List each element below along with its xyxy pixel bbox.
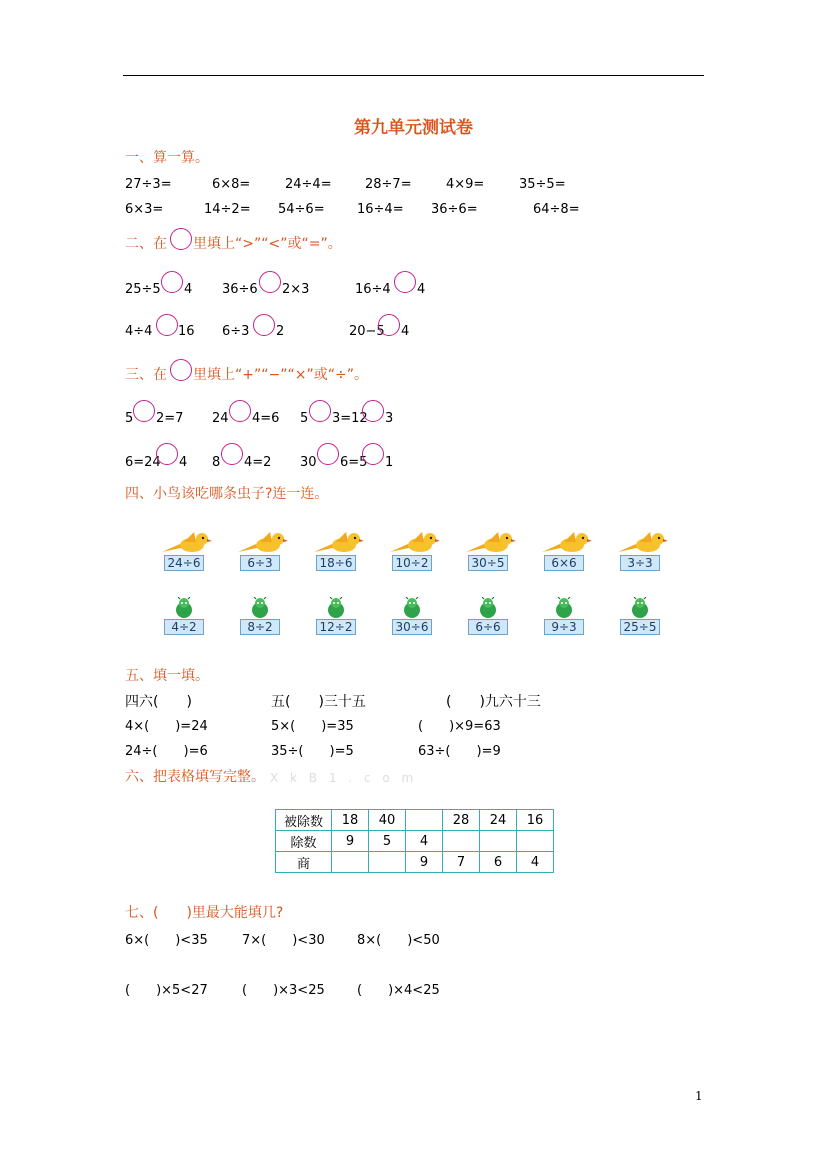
table-cell[interactable] (480, 831, 517, 852)
max-fill-item: ( )×5<27 (125, 983, 208, 998)
answer-circle[interactable] (221, 443, 243, 465)
section-3-heading-end: 里填上“+”“−”“×”或“÷”。 (193, 367, 368, 383)
bug-card[interactable]: 8÷2 (240, 619, 280, 635)
calc-item: 24÷4= (285, 177, 332, 192)
bug-card[interactable]: 12÷2 (316, 619, 356, 635)
operator-text: 6=24 (125, 455, 161, 470)
section-3-heading-start: 三、在 (125, 367, 167, 383)
bird-icon (388, 530, 440, 556)
table-cell[interactable]: 16 (517, 810, 554, 831)
table-cell[interactable] (332, 852, 369, 873)
calc-item: 36÷6= (431, 202, 478, 217)
table-row (276, 831, 554, 852)
top-rule (123, 75, 704, 76)
answer-circle[interactable] (156, 314, 178, 336)
fill-item: 24÷( )=6 (125, 744, 208, 759)
bug-card[interactable]: 6÷6 (468, 619, 508, 635)
bird-icon (540, 530, 592, 556)
bug-card[interactable]: 4÷2 (164, 619, 204, 635)
table-cell[interactable] (517, 831, 554, 852)
division-table (275, 809, 554, 873)
compare-right: 2 (276, 324, 285, 339)
table-cell[interactable]: 9 (406, 852, 443, 873)
table-cell[interactable]: 18 (332, 810, 369, 831)
compare-left: 25÷5 (125, 282, 161, 297)
table-cell[interactable]: 28 (443, 810, 480, 831)
table-row (276, 852, 554, 873)
compare-left: 16÷4 (355, 282, 391, 297)
calc-item: 16÷4= (357, 202, 404, 217)
calc-item: 6×8= (212, 177, 251, 192)
answer-circle[interactable] (362, 443, 384, 465)
operator-text: 4=2 (244, 455, 272, 470)
bug-card[interactable]: 9÷3 (544, 619, 584, 635)
bird-card[interactable]: 18÷6 (316, 555, 356, 571)
bird-card[interactable]: 24÷6 (164, 555, 204, 571)
row-header: 商 (276, 852, 332, 873)
answer-circle-icon (170, 359, 192, 381)
answer-circle[interactable] (156, 443, 178, 465)
bird-card[interactable]: 10÷2 (392, 555, 432, 571)
bug-icon (629, 597, 651, 619)
bird-icon (236, 530, 288, 556)
bug-icon (249, 597, 271, 619)
page-title: 第九单元测试卷 (354, 118, 473, 138)
table-cell[interactable]: 4 (517, 852, 554, 873)
max-fill-item: ( )×4<25 (357, 983, 440, 998)
operator-text: 4=6 (252, 411, 280, 426)
table-cell[interactable]: 9 (332, 831, 369, 852)
compare-left: 6÷3 (222, 324, 250, 339)
section-2-heading-start: 二、在 (125, 236, 167, 252)
bird-card[interactable]: 3÷3 (620, 555, 660, 571)
page-number: 1 (695, 1089, 703, 1103)
operator-text: 5 (300, 411, 309, 426)
calc-item: 14÷2= (204, 202, 251, 217)
bug-icon (325, 597, 347, 619)
bird-icon (464, 530, 516, 556)
operator-text: 3=12 (332, 411, 368, 426)
fill-item: 四六( ) (125, 694, 192, 710)
fill-item: ( )九六十三 (446, 694, 541, 710)
calc-item: 64÷8= (533, 202, 580, 217)
operator-text: 1 (385, 455, 394, 470)
bug-icon (173, 597, 195, 619)
section-5-heading: 五、填一填。 (125, 668, 209, 684)
fill-item: 4×( )=24 (125, 719, 208, 734)
operator-text: 3 (385, 411, 394, 426)
table-cell[interactable]: 40 (369, 810, 406, 831)
compare-right: 4 (184, 282, 193, 297)
compare-left: 20−5 (349, 324, 385, 339)
operator-text: 6=5 (340, 455, 368, 470)
operator-text: 30 (300, 455, 317, 470)
answer-circle[interactable] (229, 400, 251, 422)
answer-circle-icon (170, 228, 192, 250)
compare-left: 4÷4 (125, 324, 153, 339)
calc-item: 27÷3= (125, 177, 172, 192)
fill-item: 35÷( )=5 (271, 744, 354, 759)
table-cell[interactable] (369, 852, 406, 873)
section-6-heading: 六、把表格填写完整。 (125, 769, 265, 785)
answer-circle[interactable] (161, 271, 183, 293)
fill-item: 63÷( )=9 (418, 744, 501, 759)
table-cell[interactable]: 24 (480, 810, 517, 831)
compare-right: 4 (417, 282, 426, 297)
max-fill-item: ( )×3<25 (242, 983, 325, 998)
compare-left: 36÷6 (222, 282, 258, 297)
answer-circle[interactable] (253, 314, 275, 336)
calc-item: 4×9= (446, 177, 485, 192)
bird-card[interactable]: 6×6 (544, 555, 584, 571)
table-cell[interactable] (406, 810, 443, 831)
operator-text: 8 (212, 455, 221, 470)
table-cell[interactable]: 7 (443, 852, 480, 873)
answer-circle[interactable] (309, 400, 331, 422)
bug-icon (401, 597, 423, 619)
calc-item: 54÷6= (278, 202, 325, 217)
table-cell[interactable]: 5 (369, 831, 406, 852)
section-4-heading: 四、小鸟该吃哪条虫子?连一连。 (125, 486, 329, 502)
compare-right: 4 (401, 324, 410, 339)
answer-circle[interactable] (378, 314, 400, 336)
calc-item: 6×3= (125, 202, 164, 217)
bird-card[interactable]: 6÷3 (240, 555, 280, 571)
table-cell[interactable]: 6 (480, 852, 517, 873)
answer-circle[interactable] (317, 443, 339, 465)
answer-circle[interactable] (133, 400, 155, 422)
fill-item: 5×( )=35 (271, 719, 354, 734)
operator-text: 5 (125, 411, 134, 426)
row-header: 被除数 (276, 810, 332, 831)
compare-right: 2×3 (282, 282, 310, 297)
max-fill-item: 8×( )<50 (357, 933, 440, 948)
bug-icon (477, 597, 499, 619)
max-fill-item: 6×( )<35 (125, 933, 208, 948)
calc-item: 28÷7= (365, 177, 412, 192)
answer-circle[interactable] (362, 400, 384, 422)
section-7-heading: 七、( )里最大能填几? (125, 905, 284, 921)
bird-icon (312, 530, 364, 556)
bird-icon (160, 530, 212, 556)
table-cell[interactable] (443, 831, 480, 852)
section-2-heading-end: 里填上“>”“<”或“=”。 (193, 236, 342, 252)
bird-icon (616, 530, 668, 556)
fill-item: 五( )三十五 (271, 694, 366, 710)
bug-card[interactable]: 30÷6 (392, 619, 432, 635)
table-row (276, 810, 554, 831)
row-header: 除数 (276, 831, 332, 852)
fill-item: ( )×9=63 (418, 719, 501, 734)
answer-circle[interactable] (394, 271, 416, 293)
compare-right: 16 (178, 324, 195, 339)
answer-circle[interactable] (259, 271, 281, 293)
watermark: X k B 1 . c o m (270, 771, 418, 785)
max-fill-item: 7×( )<30 (242, 933, 325, 948)
section-1-heading: 一、算一算。 (125, 150, 209, 166)
operator-text: 4 (179, 455, 188, 470)
operator-text: 2=7 (156, 411, 184, 426)
operator-text: 24 (212, 411, 229, 426)
bug-icon (553, 597, 575, 619)
bug-card[interactable]: 25÷5 (620, 619, 660, 635)
table-cell[interactable]: 4 (406, 831, 443, 852)
bird-card[interactable]: 30÷5 (468, 555, 508, 571)
calc-item: 35÷5= (519, 177, 566, 192)
